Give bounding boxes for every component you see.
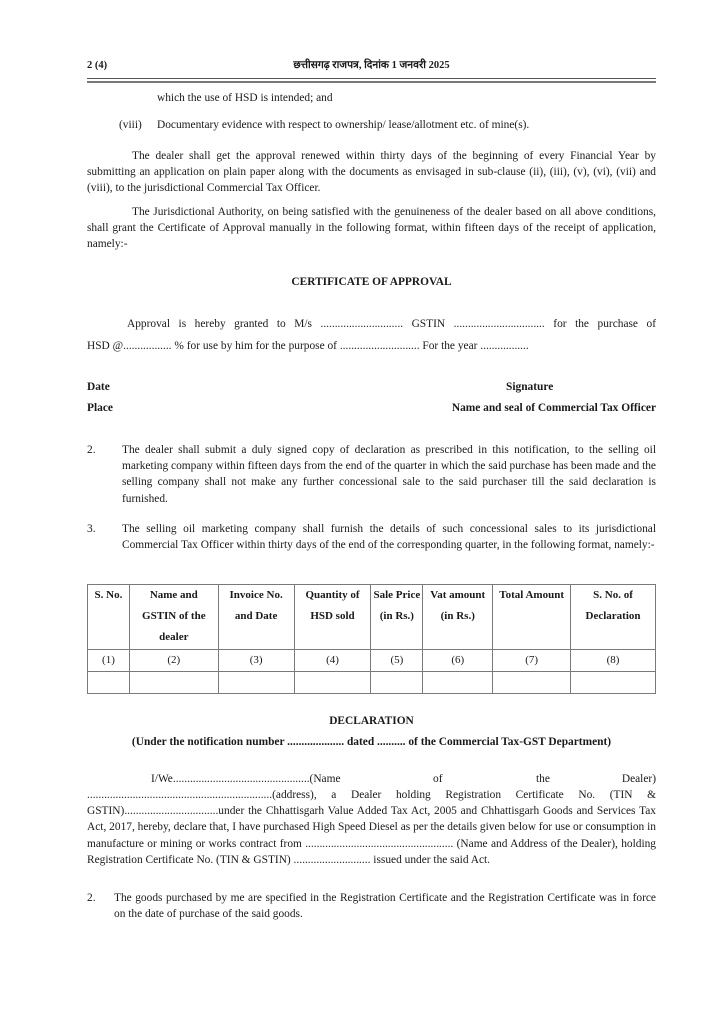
declaration-title: DECLARATION [329, 715, 414, 727]
column-number: (6) [423, 650, 493, 672]
column-number-row [88, 650, 656, 672]
page-header [87, 58, 656, 72]
gazette-title: छत्तीसगढ़ राजपत्र, दिनांक 1 जनवरी 2025 [293, 60, 450, 71]
declaration-subtitle: (Under the notification number .................... dated .......... of the Commercial Tax-GST Department) [131, 736, 612, 748]
clause-2-number: 2. [87, 444, 96, 456]
declaration-line-1-of: of [433, 773, 443, 785]
table-header-row [88, 585, 656, 650]
column-number: (2) [129, 650, 218, 672]
concessional-sales-table [87, 584, 656, 694]
clause-2-text: The dealer shall submit a duly signed copy of declaration as prescribed in this notification, to the selling oil marketing company within fifteen days from the end of the quarter in which the said purchase has been made and the selling company shall not make any further concessional sale to the said purchaser till the said declaration is furnished. [122, 444, 656, 505]
certificate-title: CERTIFICATE OF APPROVAL [291, 276, 452, 288]
header-rule-top [87, 78, 656, 79]
table-cell [294, 672, 371, 694]
table-cell [423, 672, 493, 694]
certificate-line-1: Approval is hereby granted to M/s ............................. GSTIN ................................ for the purchase of [127, 318, 656, 330]
declaration-body: .................................................................(address), a Dealer holding Registration Certificate No. (TIN & GSTIN).................................under the Chhattisgarh Value Added Tax Act, 2005 and Chhattisgarh Goods and Services Tax Act, 2017, hereby, declare that, I have purchased High Speed Diesel as per the details given below for use or consumption in manufacture or mining or works contract from .................................................... (Name and Address of the Dealer), holding Registration Certificate No. (TIN & GSTIN) ........................... issued under the said Act. [87, 789, 656, 866]
column-number: (7) [493, 650, 571, 672]
table-cell [129, 672, 218, 694]
table-cell [493, 672, 571, 694]
declaration-line-1 [87, 771, 656, 787]
item-viii-text: Documentary evidence with respect to ownership/ lease/allotment etc. of mine(s). [157, 119, 530, 131]
table-cell [88, 672, 130, 694]
column-number: (1) [88, 650, 130, 672]
col-header-quantity: Quantity of HSD sold [294, 585, 371, 650]
declaration-line-1-dealer: Dealer) [621, 773, 656, 785]
column-number: (3) [218, 650, 294, 672]
col-header-sale-price: Sale Price (in Rs.) [371, 585, 423, 650]
declaration-line-1-name: I/We................................................(Name [151, 773, 341, 785]
table-cell [371, 672, 423, 694]
clause-3-number: 3. [87, 523, 96, 535]
signature-label: Signature [506, 381, 554, 393]
col-header-s-no: S. No. [88, 585, 130, 650]
col-header-name-gstin: Name and GSTIN of the dealer [129, 585, 218, 650]
table-row [88, 672, 656, 694]
clause-3-text: The selling oil marketing company shall furnish the details of such concessional sales to its jurisdictional Commercial Tax Officer within thirty days of the end of the corresponding quarter, in the following format, namely:- [122, 523, 656, 552]
place-label: Place [87, 402, 113, 414]
column-number: (4) [294, 650, 371, 672]
page-number: 2 (4) [87, 60, 108, 71]
table-cell [218, 672, 294, 694]
seal-label: Name and seal of Commercial Tax Officer [451, 402, 656, 414]
column-number: (8) [571, 650, 656, 672]
col-header-total-amount: Total Amount [493, 585, 571, 650]
certificate-line-2: HSD @................. % for use by him for the purpose of ............................ For the year ................. [87, 340, 529, 352]
header-rule-bottom [87, 81, 656, 83]
declaration-line-1-the: the [536, 773, 550, 785]
table-cell [571, 672, 656, 694]
col-header-invoice: Invoice No. and Date [218, 585, 294, 650]
column-number: (5) [371, 650, 423, 672]
col-header-vat-amount: Vat amount (in Rs.) [423, 585, 493, 650]
date-label: Date [87, 381, 110, 393]
declaration-item-2-text: The goods purchased by me are specified in the Registration Certificate and the Registration Certificate was in force on the date of purchase of the said goods. [114, 892, 656, 921]
item-viii-number: (viii) [119, 119, 142, 131]
renewal-paragraph: The dealer shall get the approval renewed within thirty days of the beginning of every Financial Year by submitting an application on plain paper along with the documents as envisaged in sub-clause (ii), (iii), (v), (vi), (vii) and (viii), to the jurisdictional Commercial Tax Officer. [87, 150, 656, 195]
continuation-text: which the use of HSD is intended; and [157, 92, 333, 104]
declaration-item-2-number: 2. [87, 892, 96, 904]
col-header-declaration-no: S. No. of Declaration [571, 585, 656, 650]
authority-paragraph: The Jurisdictional Authority, on being satisfied with the genuineness of the dealer based on all above conditions, shall grant the Certificate of Approval manually in the following format, within fifteen days of the receipt of application, namely:- [87, 206, 656, 251]
